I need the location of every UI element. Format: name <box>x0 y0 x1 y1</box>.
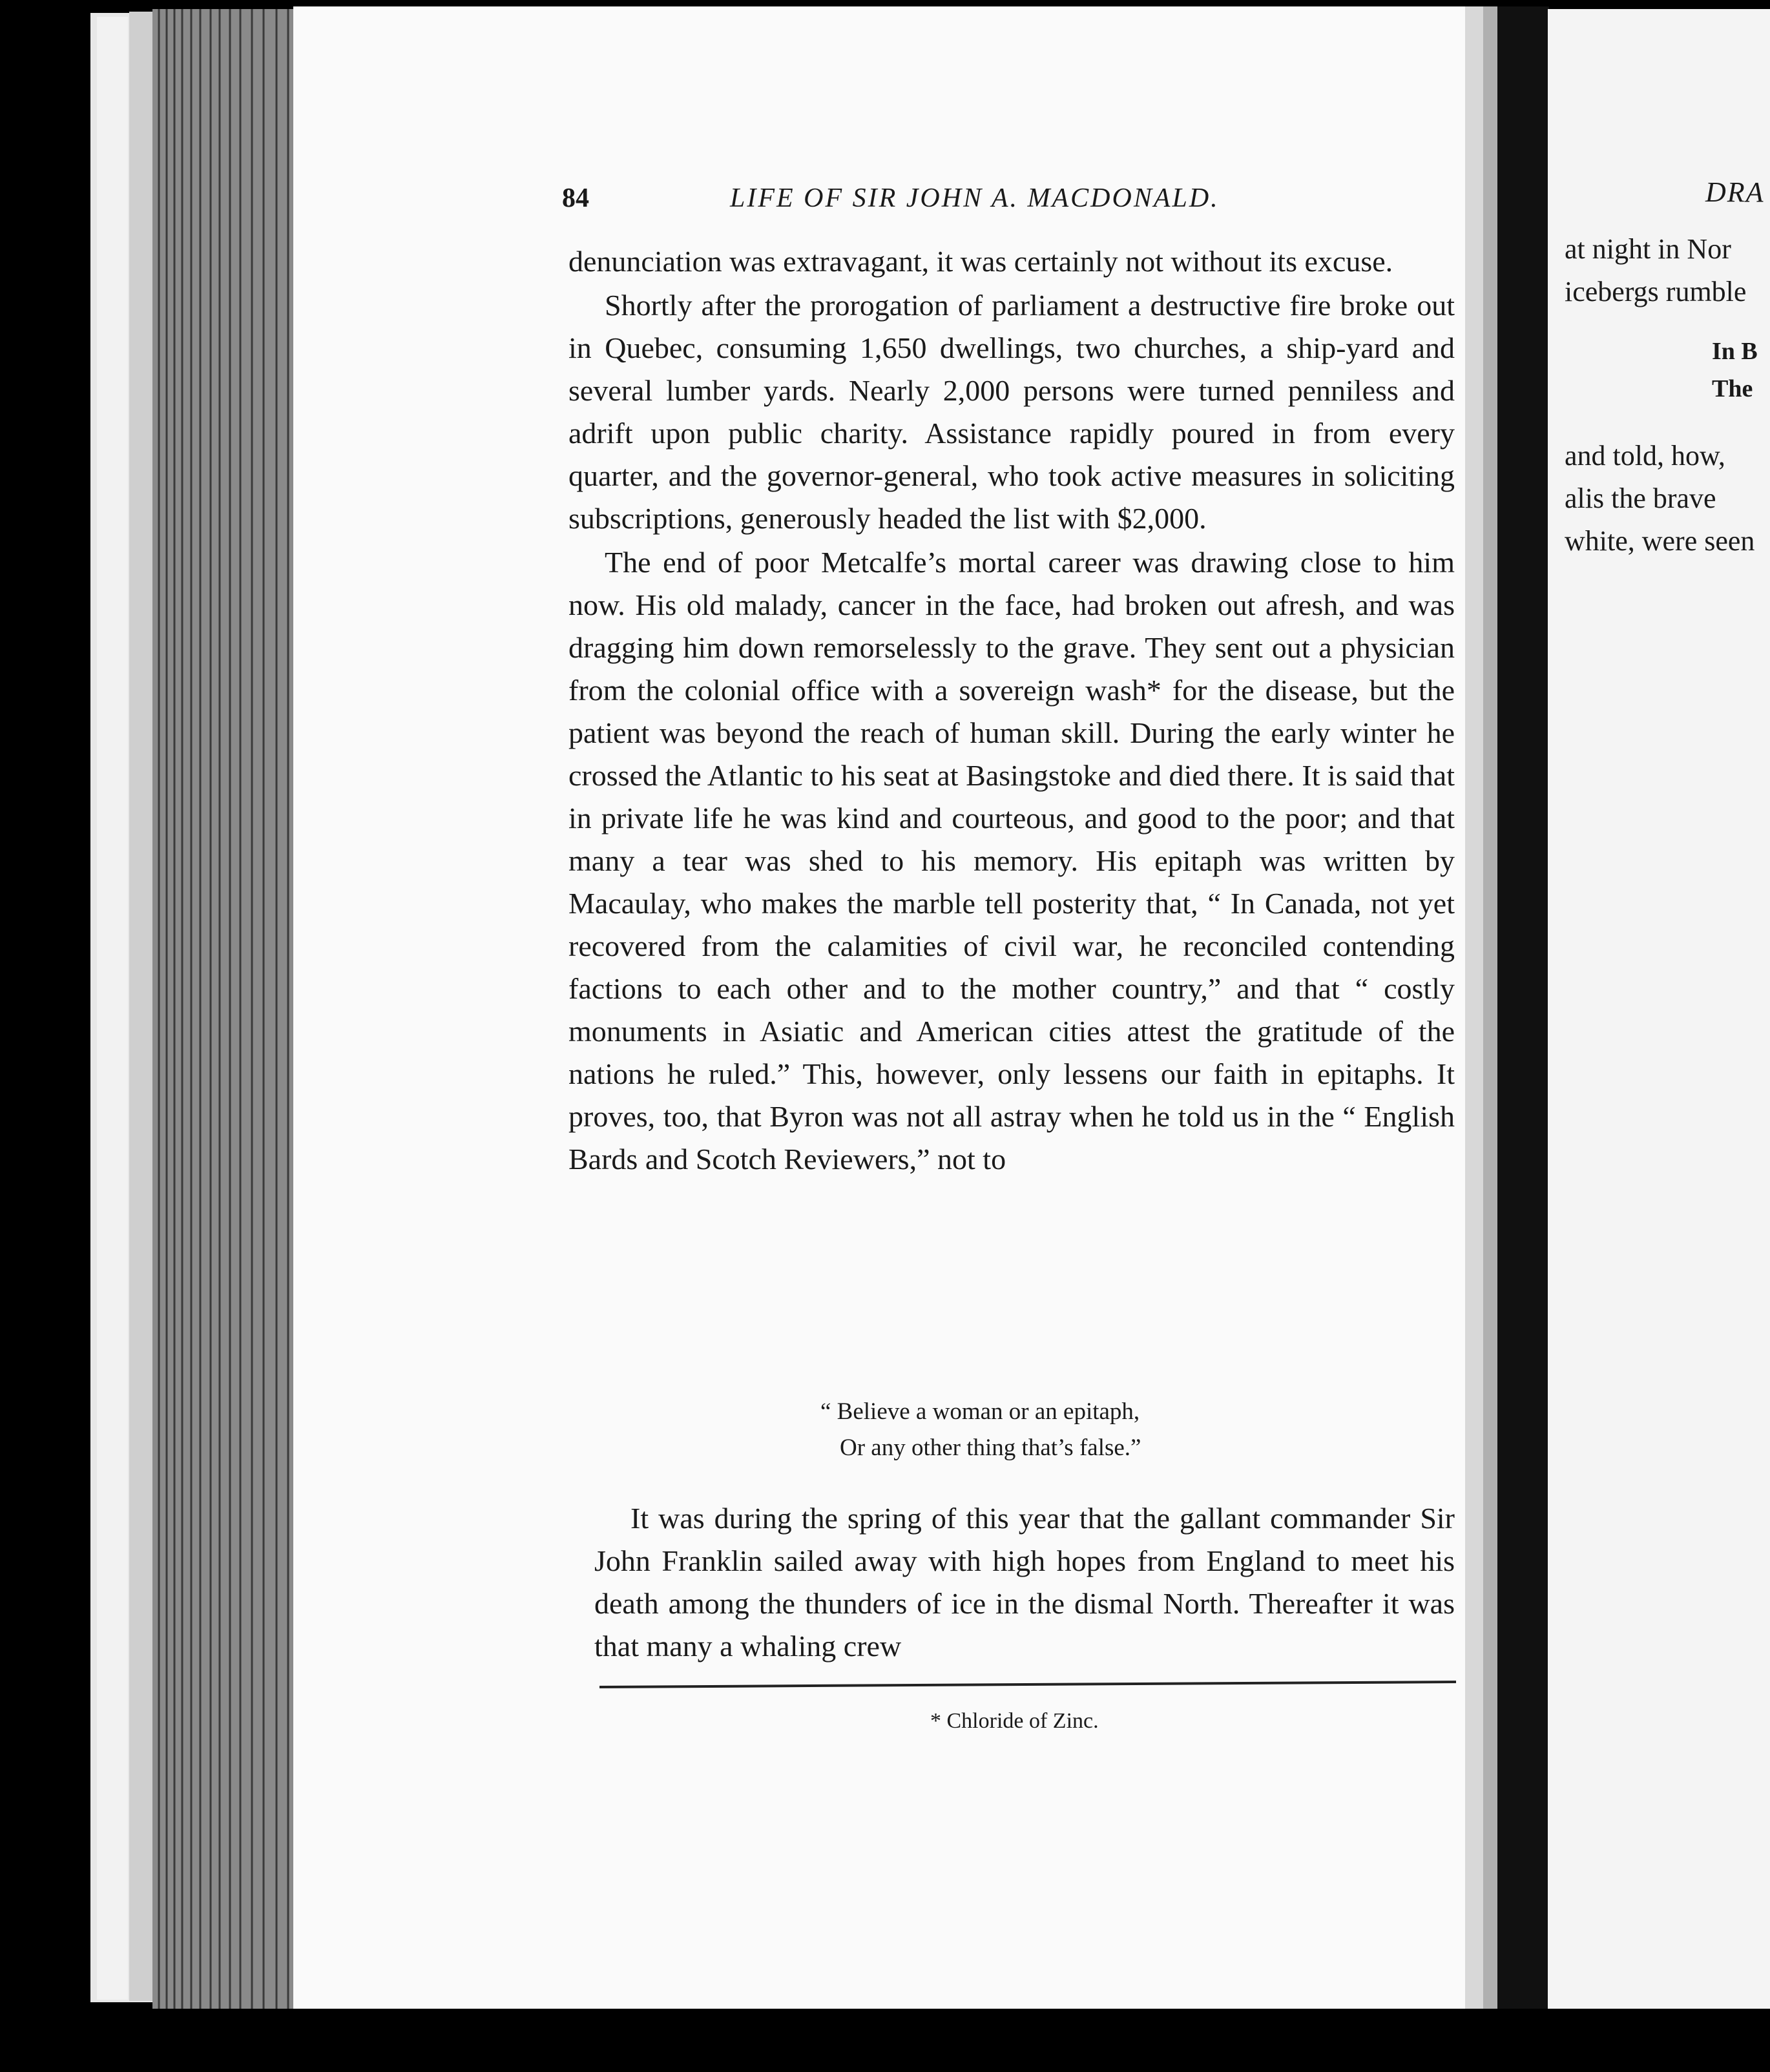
facing-page-text <box>1550 161 1770 627</box>
running-head-title: LIFE OF SIR JOHN A. MACDONALD. <box>730 183 1220 213</box>
epitaph-quote <box>820 1394 1337 1466</box>
paragraph-2: Shortly after the prorogation of parliament a destructive fire broke out in Quebec, consuming 1,650 dwellings, two churches, a ship-yard and several lumber yards. Nearly 2,000 persons were turned penniless and adrift upon public charity. Assistance rapidly poured in from every quarter, and the governor-general, who took active measures in soliciting subscriptions, generously headed the list with $2,000. <box>568 289 1455 535</box>
footnote: * Chloride of Zinc. <box>930 1709 1099 1733</box>
quote-line-1: “ Believe a woman or an epitaph, <box>820 1398 1140 1425</box>
paragraph-3: The end of poor Metcalfe’s mortal career was drawing close to him now. His old malady, cancer in the face, had broken out afresh, and was dragging him down remorselessly to the grave. They sent out a physician from the colonial office with a sovereign wash* for the disease, but the patient was beyond the reach of human skill. During the early winter he crossed the Atlantic to his seat at Basingstoke and died there. It is said that in private life he was kind and courteous, and good to the poor; and that many a tear was shed to his memory. His epitaph was written by Macaulay, who makes the marble tell posterity that, “ In Canada, not yet recovered from the calamities of civil war, he reconciled contending factions to each other and to the mother country,” and that “ costly monuments in Asiatic and American cities attest the gratitude of the nations he ruled.” This, however, only lessens our faith in epitaphs. It proves, too, that Byron was not all astray when he told us in the “ English Bards and Scotch Reviewers,” not to <box>568 546 1455 1176</box>
facing-line: alis the brave <box>1565 482 1716 514</box>
facing-line: at night in Nor <box>1565 233 1731 265</box>
paragraph-4: It was during the spring of this year that the gallant commander Sir John Franklin sailed away with high hopes from England to meet his death among the thunders of ice in the dismal North. Thereafter it was that many a whaling crew <box>594 1502 1455 1663</box>
facing-line: white, were seen <box>1565 525 1755 557</box>
facing-line: The <box>1712 375 1753 402</box>
body-text-continued <box>594 1497 1455 1668</box>
running-head <box>562 176 1337 221</box>
page-number: 84 <box>562 183 589 213</box>
body-text <box>568 240 1455 1181</box>
quote-line-2: Or any other thing that’s false.” <box>840 1435 1141 1461</box>
facing-line: In B <box>1712 338 1758 365</box>
paragraph-1: denunciation was extravagant, it was certainly not without its excuse. <box>568 245 1393 278</box>
facing-line: and told, how, <box>1565 440 1725 471</box>
facing-line: icebergs rumble <box>1565 276 1747 307</box>
facing-running-head: DRA <box>1705 176 1765 208</box>
